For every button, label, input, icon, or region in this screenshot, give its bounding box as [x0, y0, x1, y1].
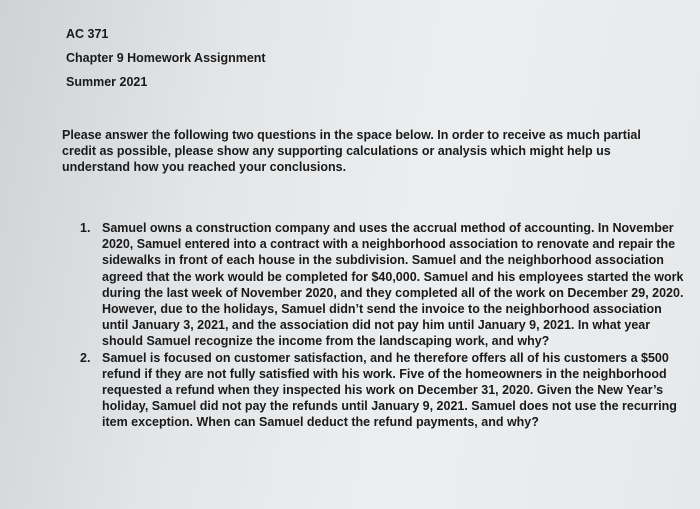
question-item: [80, 350, 690, 431]
course-code: AC 371: [66, 27, 109, 41]
term-label: Summer 2021: [66, 75, 148, 89]
assignment-title: Chapter 9 Homework Assignment: [66, 51, 266, 65]
question-item: [80, 220, 690, 350]
question-text: Samuel is focused on customer satisfaction, and he therefore offers all of his customers a $500 refund if they are not fully satisfied with his work. Five of the homeowners in the neighborhood requested a refund when they inspected his work on December 31, 2020. Given the New Year’s holiday, Samuel did not pay the refunds until January 9, 2021. Samuel does not use the recurring item exception. When can Samuel deduct the refund payments, and why?: [102, 350, 677, 430]
question-number: 1.: [80, 221, 91, 235]
question-list: [80, 220, 690, 431]
question-text: Samuel owns a construction company and uses the accrual method of accounting. In November 2020, Samuel entered into a contract with a neighborhood association to renovate and repair the sidewalks in front of each house in the subdivision. Samuel and the neighborhood association agreed that the work would be completed for $40,000. Samuel and his employees started the work during the last week of November 2020, and they completed all of the work on December 29, 2020. However, due to the holidays, Samuel didn’t send the invoice to the neighborhood association until January 3, 2021, and the association did not pay him until January 9, 2021. In what year should Samuel recognize the income from the landscaping work, and why?: [102, 221, 684, 349]
instructions-paragraph: Please answer the following two questions in the space below. In order to receive as much partial credit as possible, please show any supporting calculations or analysis which might help us understand how you reached your conclusions.: [62, 128, 641, 174]
question-number: 2.: [80, 350, 91, 365]
